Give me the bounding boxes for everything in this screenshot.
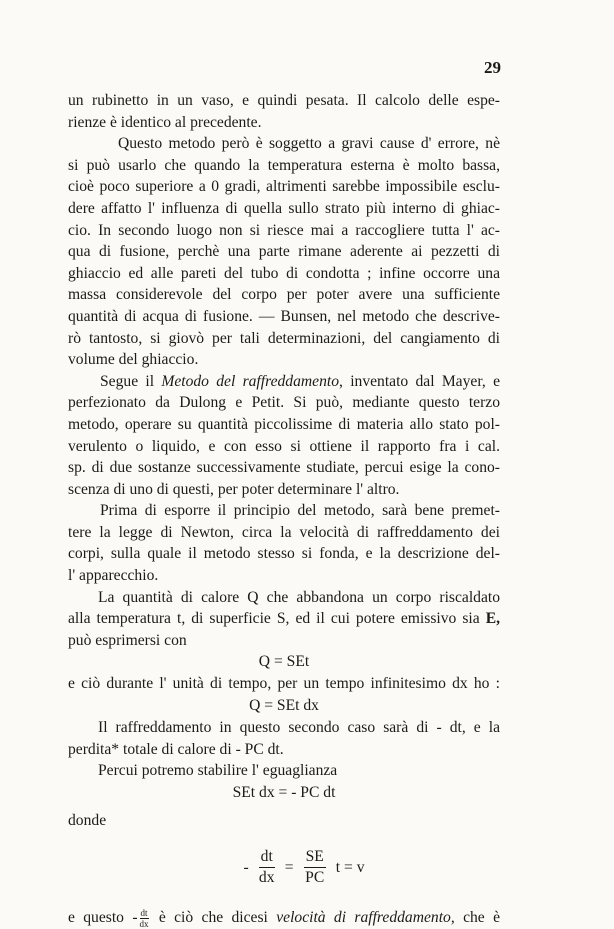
text-line: massa considerevole del corpo per poter avere una sufficiente <box>68 286 500 304</box>
page-text <box>68 90 500 929</box>
text-line: rienze è identico al precedente. <box>68 113 262 131</box>
inline-fraction: $\frac{dt}{dx}$ <box>139 908 149 929</box>
text-line: corpi, sulla quale il metodo stesso si fonda, e la descrizione del- <box>68 545 500 563</box>
text-line: qua di fusione, perchè una parte rimane aderente ai pezzetti di <box>68 243 500 261</box>
text-line: può esprimersi con <box>68 631 187 649</box>
text-line: rò tantosto, si giovò per tali determinazioni, del cangiamento di <box>68 329 500 347</box>
italic-term: Metodo del raffreddamento <box>161 372 340 390</box>
text-line: ghiaccio ed alle pareti del tubo di condotta ; infine occorre una <box>68 264 500 282</box>
numerator: SE <box>304 847 326 868</box>
denominator: PC <box>305 868 325 886</box>
text-line: perdita* totale di calore di - PC dt. <box>68 740 284 758</box>
denominator: dx <box>258 868 275 886</box>
text-line: verulento o liquido, e con esso si ottiene il rapporto fra i cal. <box>68 437 500 455</box>
text-line: tere la legge di Newton, circa la velocità di raffreddamento dei <box>68 523 500 541</box>
minus-sign: - <box>243 858 249 876</box>
italic-term: velocità di raffreddamento <box>276 909 451 927</box>
text-line: sp. di due sostanze successivamente studiate, percui esige la cono- <box>68 459 500 477</box>
text-line: e ciò durante l' unità di tempo, per un tempo infinitesimo dx ho : <box>68 675 500 693</box>
text-line: alla temperatura t, di superficie S, ed il cui potere emissivo sia E, <box>68 610 500 628</box>
donde-label: donde <box>68 811 107 829</box>
equation-tail: t = v <box>335 858 365 876</box>
text-line: cio. In secondo luogo non si riesce mai a raccogliere tutta l' ac- <box>68 221 500 239</box>
equals-sign: = <box>284 858 294 876</box>
fraction-dt-dx <box>259 847 275 888</box>
equation-2: Q = SEt dx <box>249 697 319 715</box>
fraction-se-pc <box>304 847 326 888</box>
equation-3: SEt dx = - PC dt <box>232 783 336 801</box>
text-line: cioè poco superiore a 0 gradi, altrimenti sarebbe impossibile esclu- <box>68 178 500 196</box>
text-line: quantità di acqua di fusione. — Bunsen, nel metodo che descrive- <box>68 307 500 325</box>
text-line: metodo, operare su quantità piccolissime di materia allo stato pol- <box>68 415 500 433</box>
text-line: Prima di esporre il principio del metodo, sarà bene premet- <box>100 502 500 520</box>
text-line: dere affatto l' influenza di quella sullo strato più interno di ghiac- <box>68 199 500 217</box>
text-line: scenza di uno di questi, per poter determinare l' altro. <box>68 480 400 498</box>
text-line: l' apparecchio. <box>68 567 159 585</box>
text-line: La quantità di calore Q che abbandona un corpo riscaldato <box>98 588 500 606</box>
numerator: dt <box>259 847 275 868</box>
equation-4 <box>68 837 500 897</box>
text-line: Questo metodo però è soggetto a gravi cause d' errore, nè <box>118 135 500 153</box>
text-line: e questo - $\frac{dt}{dx}$ è ciò che dicesi velocità di raffreddamento, che è <box>68 908 500 929</box>
page-number: 29 <box>484 58 501 77</box>
text-line: perfezionato da Dulong e Petit. Si può, mediante questo terzo <box>68 394 500 412</box>
text-line: Segue il Metodo del raffreddamento, inventato dal Mayer, e <box>100 372 500 390</box>
text-line: Percui potremo stabilire l' eguaglianza <box>98 762 338 780</box>
text-line: un rubinetto in un vaso, e quindi pesata. Il calcolo delle espe- <box>68 92 500 109</box>
text-line: si può usarlo che quando la temperatura esterna è molto bassa, <box>68 156 500 174</box>
text-line: Il raffreddamento in questo secondo caso sarà di - dt, e la <box>98 719 500 737</box>
bold-symbol: E, <box>485 610 500 628</box>
equation-1: Q = SEt <box>258 653 310 671</box>
text-line: volume del ghiaccio. <box>68 351 199 369</box>
